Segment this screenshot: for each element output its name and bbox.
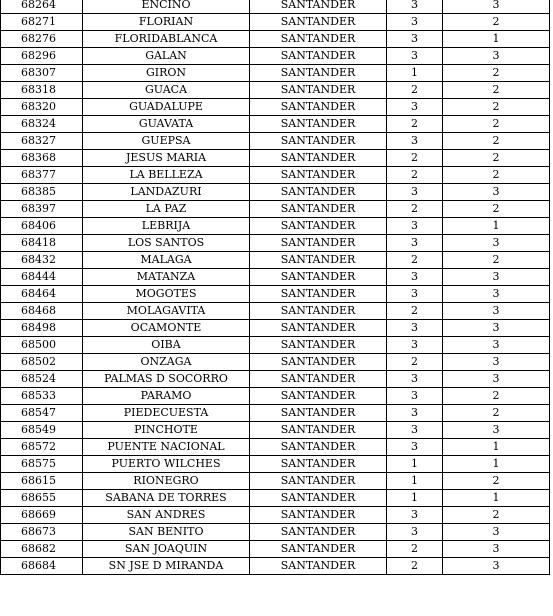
department-cell: SANTANDER — [250, 133, 387, 150]
value-a-cell: 2 — [387, 252, 443, 269]
table-row — [1, 507, 550, 524]
value-b-cell: 1 — [443, 218, 550, 235]
value-b-cell: 2 — [443, 201, 550, 218]
municipality-code-cell: 68444 — [1, 269, 83, 286]
department-cell: SANTANDER — [250, 490, 387, 507]
value-a-cell: 3 — [387, 269, 443, 286]
value-b-cell: 3 — [443, 422, 550, 439]
value-a-cell: 2 — [387, 116, 443, 133]
department-cell: SANTANDER — [250, 269, 387, 286]
table-row — [1, 558, 550, 575]
municipality-code-cell: 68500 — [1, 337, 83, 354]
municipality-code-cell: 68684 — [1, 558, 83, 575]
municipality-name-cell: GUADALUPE — [83, 99, 250, 116]
municipality-name-cell: SAN BENITO — [83, 524, 250, 541]
department-cell: SANTANDER — [250, 218, 387, 235]
department-cell: SANTANDER — [250, 303, 387, 320]
value-b-cell: 3 — [443, 269, 550, 286]
municipality-code-cell: 68406 — [1, 218, 83, 235]
value-a-cell: 3 — [387, 184, 443, 201]
value-b-cell: 3 — [443, 354, 550, 371]
value-b-cell: 3 — [443, 0, 550, 14]
table-row — [1, 167, 550, 184]
value-a-cell: 3 — [387, 31, 443, 48]
municipality-name-cell: LA PAZ — [83, 201, 250, 218]
municipality-name-cell: FLORIAN — [83, 14, 250, 31]
value-b-cell: 2 — [443, 507, 550, 524]
value-a-cell: 3 — [387, 0, 443, 14]
municipality-name-cell: RIONEGRO — [83, 473, 250, 490]
municipality-name-cell: OCAMONTE — [83, 320, 250, 337]
department-cell: SANTANDER — [250, 439, 387, 456]
value-b-cell: 3 — [443, 303, 550, 320]
table-row — [1, 422, 550, 439]
table-row — [1, 320, 550, 337]
municipality-name-cell: PARAMO — [83, 388, 250, 405]
municipality-code-cell: 68524 — [1, 371, 83, 388]
table-row — [1, 354, 550, 371]
municipality-code-cell: 68276 — [1, 31, 83, 48]
table-row — [1, 303, 550, 320]
value-b-cell: 3 — [443, 524, 550, 541]
value-a-cell: 3 — [387, 14, 443, 31]
table-row — [1, 218, 550, 235]
municipality-code-cell: 68397 — [1, 201, 83, 218]
municipality-code-cell: 68673 — [1, 524, 83, 541]
municipality-code-cell: 68368 — [1, 150, 83, 167]
value-b-cell: 2 — [443, 405, 550, 422]
municipality-name-cell: JESUS MARIA — [83, 150, 250, 167]
value-b-cell: 1 — [443, 490, 550, 507]
department-cell: SANTANDER — [250, 184, 387, 201]
table-row — [1, 337, 550, 354]
value-b-cell: 2 — [443, 167, 550, 184]
department-cell: SANTANDER — [250, 541, 387, 558]
municipality-code-cell: 68498 — [1, 320, 83, 337]
table-row — [1, 490, 550, 507]
municipality-name-cell: MOLAGAVITA — [83, 303, 250, 320]
municipality-name-cell: LANDAZURI — [83, 184, 250, 201]
municipality-code-cell: 68572 — [1, 439, 83, 456]
department-cell: SANTANDER — [250, 99, 387, 116]
municipality-name-cell: LOS SANTOS — [83, 235, 250, 252]
value-b-cell: 2 — [443, 473, 550, 490]
municipality-name-cell: MATANZA — [83, 269, 250, 286]
municipality-code-cell: 68320 — [1, 99, 83, 116]
municipality-name-cell: PINCHOTE — [83, 422, 250, 439]
department-cell: SANTANDER — [250, 150, 387, 167]
value-a-cell: 2 — [387, 82, 443, 99]
value-b-cell: 2 — [443, 388, 550, 405]
municipality-name-cell: LEBRIJA — [83, 218, 250, 235]
department-cell: SANTANDER — [250, 371, 387, 388]
value-a-cell: 2 — [387, 541, 443, 558]
value-b-cell: 2 — [443, 150, 550, 167]
value-a-cell: 3 — [387, 286, 443, 303]
value-a-cell: 2 — [387, 354, 443, 371]
value-b-cell: 3 — [443, 371, 550, 388]
municipality-code-cell: 68318 — [1, 82, 83, 99]
table-row — [1, 82, 550, 99]
value-a-cell: 1 — [387, 473, 443, 490]
department-cell: SANTANDER — [250, 320, 387, 337]
value-a-cell: 3 — [387, 507, 443, 524]
municipality-code-cell: 68468 — [1, 303, 83, 320]
value-b-cell: 2 — [443, 133, 550, 150]
municipality-name-cell: GALAN — [83, 48, 250, 65]
table-row — [1, 48, 550, 65]
department-cell: SANTANDER — [250, 507, 387, 524]
table-row — [1, 150, 550, 167]
table-row — [1, 286, 550, 303]
municipality-name-cell: FLORIDABLANCA — [83, 31, 250, 48]
municipality-code-cell: 68385 — [1, 184, 83, 201]
municipality-code-cell: 68575 — [1, 456, 83, 473]
table-row — [1, 116, 550, 133]
municipality-name-cell: SN JSE D MIRANDA — [83, 558, 250, 575]
department-cell: SANTANDER — [250, 31, 387, 48]
department-cell: SANTANDER — [250, 405, 387, 422]
value-b-cell: 3 — [443, 235, 550, 252]
department-cell: SANTANDER — [250, 354, 387, 371]
value-a-cell: 3 — [387, 133, 443, 150]
department-cell: SANTANDER — [250, 456, 387, 473]
value-b-cell: 2 — [443, 82, 550, 99]
value-b-cell: 3 — [443, 48, 550, 65]
municipality-name-cell: SAN ANDRES — [83, 507, 250, 524]
department-cell: SANTANDER — [250, 558, 387, 575]
department-cell: SANTANDER — [250, 167, 387, 184]
municipality-code-cell: 68669 — [1, 507, 83, 524]
municipality-code-cell: 68533 — [1, 388, 83, 405]
municipality-code-cell: 68377 — [1, 167, 83, 184]
municipality-name-cell: MALAGA — [83, 252, 250, 269]
value-a-cell: 3 — [387, 99, 443, 116]
value-b-cell: 3 — [443, 337, 550, 354]
municipality-code-cell: 68296 — [1, 48, 83, 65]
value-b-cell: 3 — [443, 320, 550, 337]
value-a-cell: 2 — [387, 303, 443, 320]
value-a-cell: 3 — [387, 337, 443, 354]
table-row — [1, 473, 550, 490]
department-cell: SANTANDER — [250, 201, 387, 218]
municipality-name-cell: GUACA — [83, 82, 250, 99]
table-row — [1, 524, 550, 541]
municipality-code-cell: 68271 — [1, 14, 83, 31]
department-cell: SANTANDER — [250, 65, 387, 82]
municipality-table-body — [1, 0, 550, 575]
value-b-cell: 3 — [443, 184, 550, 201]
value-a-cell: 3 — [387, 422, 443, 439]
municipality-code-cell: 68502 — [1, 354, 83, 371]
value-a-cell: 3 — [387, 218, 443, 235]
municipality-code-cell: 68324 — [1, 116, 83, 133]
department-cell: SANTANDER — [250, 524, 387, 541]
value-a-cell: 2 — [387, 167, 443, 184]
table-row — [1, 541, 550, 558]
department-cell: SANTANDER — [250, 48, 387, 65]
municipality-name-cell: SABANA DE TORRES — [83, 490, 250, 507]
municipality-name-cell: PUERTO WILCHES — [83, 456, 250, 473]
municipality-code-cell: 68464 — [1, 286, 83, 303]
municipality-code-cell: 68615 — [1, 473, 83, 490]
value-a-cell: 3 — [387, 388, 443, 405]
value-a-cell: 2 — [387, 201, 443, 218]
municipality-name-cell: PUENTE NACIONAL — [83, 439, 250, 456]
municipality-name-cell: SAN JOAQUIN — [83, 541, 250, 558]
table-row — [1, 31, 550, 48]
table-row — [1, 439, 550, 456]
table-row — [1, 235, 550, 252]
value-b-cell: 2 — [443, 65, 550, 82]
municipality-name-cell: MOGOTES — [83, 286, 250, 303]
value-b-cell: 3 — [443, 558, 550, 575]
value-b-cell: 2 — [443, 99, 550, 116]
table-row — [1, 65, 550, 82]
value-b-cell: 1 — [443, 456, 550, 473]
department-cell: SANTANDER — [250, 337, 387, 354]
value-a-cell: 2 — [387, 150, 443, 167]
value-a-cell: 1 — [387, 456, 443, 473]
table-row — [1, 133, 550, 150]
municipality-name-cell: GIRON — [83, 65, 250, 82]
department-cell: SANTANDER — [250, 286, 387, 303]
value-a-cell: 3 — [387, 439, 443, 456]
municipality-code-cell: 68327 — [1, 133, 83, 150]
department-cell: SANTANDER — [250, 0, 387, 14]
department-cell: SANTANDER — [250, 116, 387, 133]
value-a-cell: 3 — [387, 524, 443, 541]
table-row — [1, 184, 550, 201]
department-cell: SANTANDER — [250, 388, 387, 405]
value-b-cell: 2 — [443, 116, 550, 133]
table-row — [1, 371, 550, 388]
municipality-code-cell: 68432 — [1, 252, 83, 269]
municipality-name-cell: PIEDECUESTA — [83, 405, 250, 422]
municipality-code-cell: 68307 — [1, 65, 83, 82]
municipality-name-cell: ONZAGA — [83, 354, 250, 371]
table-row — [1, 0, 550, 14]
table-row — [1, 14, 550, 31]
municipality-code-cell: 68655 — [1, 490, 83, 507]
value-a-cell: 1 — [387, 65, 443, 82]
municipality-code-cell: 68682 — [1, 541, 83, 558]
department-cell: SANTANDER — [250, 82, 387, 99]
municipality-code-cell: 68418 — [1, 235, 83, 252]
municipality-code-cell: 68547 — [1, 405, 83, 422]
value-a-cell: 3 — [387, 371, 443, 388]
value-a-cell: 3 — [387, 405, 443, 422]
municipality-name-cell: GUEPSA — [83, 133, 250, 150]
table-row — [1, 99, 550, 116]
municipality-code-cell: 68264 — [1, 0, 83, 14]
value-a-cell: 3 — [387, 320, 443, 337]
table-row — [1, 252, 550, 269]
value-b-cell: 1 — [443, 31, 550, 48]
department-cell: SANTANDER — [250, 252, 387, 269]
value-a-cell: 3 — [387, 48, 443, 65]
department-cell: SANTANDER — [250, 14, 387, 31]
value-b-cell: 1 — [443, 439, 550, 456]
municipality-name-cell: GUAVATA — [83, 116, 250, 133]
table-row — [1, 201, 550, 218]
municipality-code-cell: 68549 — [1, 422, 83, 439]
department-cell: SANTANDER — [250, 235, 387, 252]
department-cell: SANTANDER — [250, 422, 387, 439]
value-b-cell: 3 — [443, 541, 550, 558]
municipality-name-cell: OIBA — [83, 337, 250, 354]
value-a-cell: 1 — [387, 490, 443, 507]
value-b-cell: 2 — [443, 14, 550, 31]
municipality-name-cell: ENCINO — [83, 0, 250, 14]
value-b-cell: 3 — [443, 286, 550, 303]
department-cell: SANTANDER — [250, 473, 387, 490]
value-a-cell: 2 — [387, 558, 443, 575]
table-row — [1, 456, 550, 473]
value-b-cell: 2 — [443, 252, 550, 269]
table-row — [1, 405, 550, 422]
municipality-name-cell: LA BELLEZA — [83, 167, 250, 184]
table-row — [1, 388, 550, 405]
municipality-name-cell: PALMAS D SOCORRO — [83, 371, 250, 388]
table-row — [1, 269, 550, 286]
value-a-cell: 3 — [387, 235, 443, 252]
